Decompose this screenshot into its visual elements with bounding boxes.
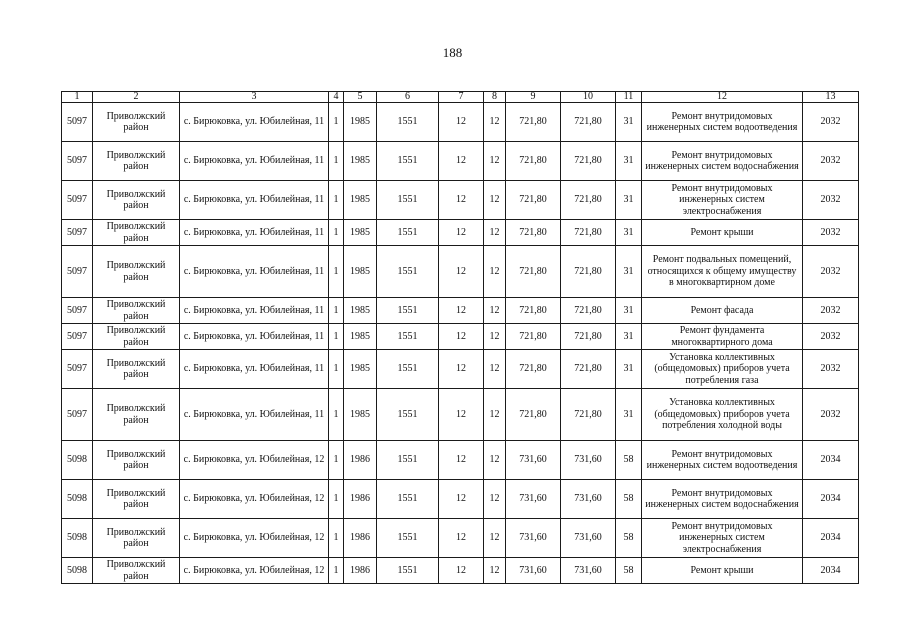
col4-cell: 1 <box>329 350 344 389</box>
column-header-11: 11 <box>616 92 642 103</box>
col7-cell: 12 <box>439 389 484 441</box>
column-header-3: 3 <box>180 92 329 103</box>
district-cell: Приволжский район <box>93 103 180 142</box>
page-number: 188 <box>442 45 463 60</box>
year-cell: 1985 <box>344 324 377 350</box>
work-type-cell: Ремонт крыши <box>642 220 803 246</box>
col9-cell: 731,60 <box>506 441 561 480</box>
year-planned-cell: 2032 <box>803 324 859 350</box>
col8-cell: 12 <box>484 389 506 441</box>
col6-cell: 1551 <box>377 324 439 350</box>
col7-cell: 12 <box>439 181 484 220</box>
col11-cell: 58 <box>616 558 642 584</box>
row-id-cell: 5097 <box>62 350 93 389</box>
table-row <box>62 441 859 480</box>
col9-cell: 731,60 <box>506 519 561 558</box>
address-cell: с. Бирюковка, ул. Юбилейная, 11 <box>180 181 329 220</box>
table-row <box>62 389 859 441</box>
year-planned-cell: 2032 <box>803 298 859 324</box>
col4-cell: 1 <box>329 480 344 519</box>
col4-cell: 1 <box>329 519 344 558</box>
col4-cell: 1 <box>329 324 344 350</box>
col10-cell: 721,80 <box>561 246 616 298</box>
col6-cell: 1551 <box>377 103 439 142</box>
work-type-cell: Ремонт фундамента многоквартирного дома <box>642 324 803 350</box>
year-planned-cell: 2034 <box>803 558 859 584</box>
col10-cell: 721,80 <box>561 220 616 246</box>
col4-cell: 1 <box>329 142 344 181</box>
address-cell: с. Бирюковка, ул. Юбилейная, 11 <box>180 220 329 246</box>
column-header-7: 7 <box>439 92 484 103</box>
col6-cell: 1551 <box>377 389 439 441</box>
col10-cell: 721,80 <box>561 389 616 441</box>
col8-cell: 12 <box>484 441 506 480</box>
col10-cell: 731,60 <box>561 441 616 480</box>
col4-cell: 1 <box>329 441 344 480</box>
year-cell: 1986 <box>344 480 377 519</box>
col11-cell: 58 <box>616 519 642 558</box>
year-cell: 1985 <box>344 246 377 298</box>
district-cell: Приволжский район <box>93 519 180 558</box>
row-id-cell: 5098 <box>62 558 93 584</box>
year-planned-cell: 2032 <box>803 246 859 298</box>
col9-cell: 721,80 <box>506 350 561 389</box>
column-header-1: 1 <box>62 92 93 103</box>
year-cell: 1985 <box>344 220 377 246</box>
year-planned-cell: 2032 <box>803 389 859 441</box>
address-cell: с. Бирюковка, ул. Юбилейная, 11 <box>180 246 329 298</box>
col7-cell: 12 <box>439 519 484 558</box>
column-header-6: 6 <box>377 92 439 103</box>
district-cell: Приволжский район <box>93 350 180 389</box>
col11-cell: 31 <box>616 324 642 350</box>
col8-cell: 12 <box>484 181 506 220</box>
year-planned-cell: 2032 <box>803 181 859 220</box>
year-planned-cell: 2032 <box>803 350 859 389</box>
col4-cell: 1 <box>329 220 344 246</box>
table-row <box>62 142 859 181</box>
column-header-2: 2 <box>93 92 180 103</box>
col11-cell: 31 <box>616 350 642 389</box>
year-cell: 1986 <box>344 519 377 558</box>
col10-cell: 721,80 <box>561 350 616 389</box>
col7-cell: 12 <box>439 103 484 142</box>
work-type-cell: Установка коллективных (общедомовых) приборов учета потребления холодной воды <box>642 389 803 441</box>
col4-cell: 1 <box>329 558 344 584</box>
col9-cell: 721,80 <box>506 389 561 441</box>
col9-cell: 721,80 <box>506 246 561 298</box>
row-id-cell: 5097 <box>62 324 93 350</box>
col11-cell: 58 <box>616 480 642 519</box>
work-type-cell: Ремонт внутридомовых инженерных систем водоотведения <box>642 441 803 480</box>
year-planned-cell: 2034 <box>803 480 859 519</box>
col4-cell: 1 <box>329 181 344 220</box>
row-id-cell: 5097 <box>62 298 93 324</box>
col8-cell: 12 <box>484 103 506 142</box>
address-cell: с. Бирюковка, ул. Юбилейная, 11 <box>180 324 329 350</box>
col10-cell: 721,80 <box>561 181 616 220</box>
col9-cell: 721,80 <box>506 142 561 181</box>
column-header-13: 13 <box>803 92 859 103</box>
col6-cell: 1551 <box>377 220 439 246</box>
row-id-cell: 5097 <box>62 220 93 246</box>
col7-cell: 12 <box>439 246 484 298</box>
col8-cell: 12 <box>484 519 506 558</box>
col8-cell: 12 <box>484 558 506 584</box>
year-cell: 1985 <box>344 103 377 142</box>
col6-cell: 1551 <box>377 441 439 480</box>
address-cell: с. Бирюковка, ул. Юбилейная, 12 <box>180 480 329 519</box>
col11-cell: 31 <box>616 298 642 324</box>
table-row <box>62 480 859 519</box>
column-header-8: 8 <box>484 92 506 103</box>
table-row <box>62 246 859 298</box>
work-type-cell: Ремонт внутридомовых инженерных систем водоснабжения <box>642 142 803 181</box>
col8-cell: 12 <box>484 324 506 350</box>
table-row <box>62 350 859 389</box>
row-id-cell: 5097 <box>62 103 93 142</box>
address-cell: с. Бирюковка, ул. Юбилейная, 11 <box>180 389 329 441</box>
row-id-cell: 5097 <box>62 246 93 298</box>
work-type-cell: Ремонт внутридомовых инженерных систем электроснабжения <box>642 181 803 220</box>
col8-cell: 12 <box>484 220 506 246</box>
column-number-row <box>62 92 859 103</box>
col11-cell: 31 <box>616 103 642 142</box>
col11-cell: 31 <box>616 389 642 441</box>
capital-repair-table <box>61 91 859 584</box>
year-planned-cell: 2034 <box>803 519 859 558</box>
work-type-cell: Ремонт внутридомовых инженерных систем водоснабжения <box>642 480 803 519</box>
year-planned-cell: 2032 <box>803 220 859 246</box>
row-id-cell: 5098 <box>62 441 93 480</box>
col11-cell: 31 <box>616 246 642 298</box>
year-cell: 1985 <box>344 298 377 324</box>
col7-cell: 12 <box>439 324 484 350</box>
col6-cell: 1551 <box>377 350 439 389</box>
column-header-4: 4 <box>329 92 344 103</box>
col10-cell: 721,80 <box>561 142 616 181</box>
district-cell: Приволжский район <box>93 480 180 519</box>
col10-cell: 731,60 <box>561 558 616 584</box>
col9-cell: 721,80 <box>506 298 561 324</box>
row-id-cell: 5097 <box>62 181 93 220</box>
column-header-10: 10 <box>561 92 616 103</box>
work-type-cell: Ремонт подвальных помещений, относящихся к общему имуществу в многоквартирном доме <box>642 246 803 298</box>
col10-cell: 731,60 <box>561 480 616 519</box>
col7-cell: 12 <box>439 441 484 480</box>
year-cell: 1986 <box>344 558 377 584</box>
col9-cell: 721,80 <box>506 181 561 220</box>
col9-cell: 731,60 <box>506 558 561 584</box>
row-id-cell: 5097 <box>62 389 93 441</box>
row-id-cell: 5097 <box>62 142 93 181</box>
col10-cell: 721,80 <box>561 324 616 350</box>
col6-cell: 1551 <box>377 519 439 558</box>
district-cell: Приволжский район <box>93 324 180 350</box>
col7-cell: 12 <box>439 142 484 181</box>
col7-cell: 12 <box>439 558 484 584</box>
address-cell: с. Бирюковка, ул. Юбилейная, 11 <box>180 142 329 181</box>
district-cell: Приволжский район <box>93 441 180 480</box>
col11-cell: 31 <box>616 181 642 220</box>
col9-cell: 721,80 <box>506 103 561 142</box>
district-cell: Приволжский район <box>93 142 180 181</box>
col4-cell: 1 <box>329 298 344 324</box>
address-cell: с. Бирюковка, ул. Юбилейная, 11 <box>180 103 329 142</box>
address-cell: с. Бирюковка, ул. Юбилейная, 11 <box>180 350 329 389</box>
col6-cell: 1551 <box>377 142 439 181</box>
work-type-cell: Ремонт крыши <box>642 558 803 584</box>
work-type-cell: Ремонт внутридомовых инженерных систем водоотведения <box>642 103 803 142</box>
table-body <box>62 103 859 584</box>
district-cell: Приволжский район <box>93 298 180 324</box>
col8-cell: 12 <box>484 298 506 324</box>
col4-cell: 1 <box>329 246 344 298</box>
col11-cell: 31 <box>616 142 642 181</box>
column-header-5: 5 <box>344 92 377 103</box>
col11-cell: 31 <box>616 220 642 246</box>
year-cell: 1985 <box>344 389 377 441</box>
work-type-cell: Установка коллективных (общедомовых) приборов учета потребления газа <box>642 350 803 389</box>
col9-cell: 731,60 <box>506 480 561 519</box>
col7-cell: 12 <box>439 480 484 519</box>
table-row <box>62 181 859 220</box>
col10-cell: 721,80 <box>561 298 616 324</box>
district-cell: Приволжский район <box>93 246 180 298</box>
address-cell: с. Бирюковка, ул. Юбилейная, 12 <box>180 558 329 584</box>
address-cell: с. Бирюковка, ул. Юбилейная, 12 <box>180 441 329 480</box>
col6-cell: 1551 <box>377 558 439 584</box>
col10-cell: 721,80 <box>561 103 616 142</box>
table-row <box>62 558 859 584</box>
col9-cell: 721,80 <box>506 220 561 246</box>
col10-cell: 731,60 <box>561 519 616 558</box>
col7-cell: 12 <box>439 298 484 324</box>
col8-cell: 12 <box>484 350 506 389</box>
col6-cell: 1551 <box>377 298 439 324</box>
work-type-cell: Ремонт внутридомовых инженерных систем электроснабжения <box>642 519 803 558</box>
table-row <box>62 103 859 142</box>
district-cell: Приволжский район <box>93 181 180 220</box>
year-cell: 1985 <box>344 350 377 389</box>
year-planned-cell: 2032 <box>803 142 859 181</box>
table-row <box>62 519 859 558</box>
col8-cell: 12 <box>484 480 506 519</box>
column-header-9: 9 <box>506 92 561 103</box>
column-header-12: 12 <box>642 92 803 103</box>
col6-cell: 1551 <box>377 480 439 519</box>
district-cell: Приволжский район <box>93 389 180 441</box>
col7-cell: 12 <box>439 220 484 246</box>
col7-cell: 12 <box>439 350 484 389</box>
col6-cell: 1551 <box>377 181 439 220</box>
col11-cell: 58 <box>616 441 642 480</box>
year-cell: 1986 <box>344 441 377 480</box>
table-row <box>62 220 859 246</box>
table-row <box>62 298 859 324</box>
year-cell: 1985 <box>344 181 377 220</box>
row-id-cell: 5098 <box>62 480 93 519</box>
address-cell: с. Бирюковка, ул. Юбилейная, 12 <box>180 519 329 558</box>
address-cell: с. Бирюковка, ул. Юбилейная, 11 <box>180 298 329 324</box>
table-row <box>62 324 859 350</box>
col8-cell: 12 <box>484 142 506 181</box>
col6-cell: 1551 <box>377 246 439 298</box>
district-cell: Приволжский район <box>93 220 180 246</box>
col4-cell: 1 <box>329 389 344 441</box>
col9-cell: 721,80 <box>506 324 561 350</box>
col4-cell: 1 <box>329 103 344 142</box>
col8-cell: 12 <box>484 246 506 298</box>
year-planned-cell: 2032 <box>803 103 859 142</box>
year-cell: 1985 <box>344 142 377 181</box>
district-cell: Приволжский район <box>93 558 180 584</box>
work-type-cell: Ремонт фасада <box>642 298 803 324</box>
row-id-cell: 5098 <box>62 519 93 558</box>
year-planned-cell: 2034 <box>803 441 859 480</box>
